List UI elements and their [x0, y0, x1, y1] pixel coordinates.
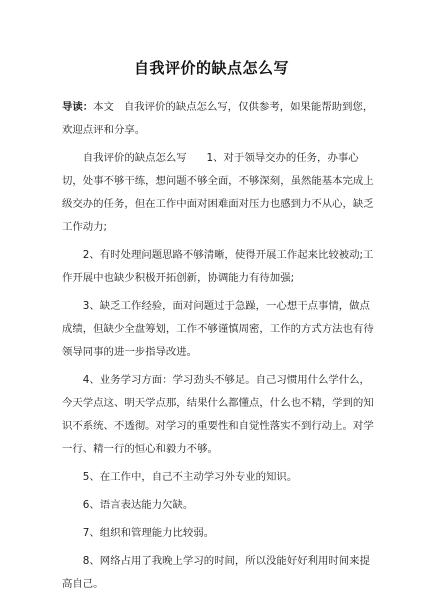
first-paragraph	[62, 147, 378, 239]
first-paragraph-text: 1、对于领导交办的任务，办事心切，处事不够干练，想问题不够全面，不够深刻，虽然能基本完成上级交办的任务，但在工作中面对困难面对压力也感到力不从心，缺乏工作动力;	[62, 152, 374, 233]
paragraph-2: 2、有时处理问题思路不够清晰，使得开展工作起来比较被动;工作开展中也缺少积极开拓创新，协调能力有待加强;	[62, 249, 374, 284]
intro-text: 本文 自我评价的缺点怎么写，仅供参考，如果能帮助到您，欢迎点评和分享。	[62, 101, 374, 136]
paragraph-5: 5、在工作中，自己不主动学习外专业的知识。	[82, 471, 298, 483]
document-body	[62, 96, 378, 601]
paragraph-6: 6、语言表达能力欠缺。	[82, 499, 194, 511]
paragraph-3: 3、缺乏工作经验，面对问题过于急躁，一心想干点事情，做点成绩，但缺少全盘筹划，工作不够谨慎周密，工作的方式方法也有待领导同事的进一步指导改进。	[62, 300, 374, 358]
paragraph-4: 4、业务学习方面：学习劲头不够足。自己习惯用什么学什么，今天学点这、明天学点那，结果什么都懂点，什么也不精，学到的知识不系统、不透彻。对学习的重要性和自觉性落实不到行动上。对学一行、精一行的恒心和毅力不够。	[62, 374, 374, 455]
intro-label: 导读：	[62, 101, 94, 113]
page-title: 自我评价的缺点怎么写	[133, 59, 289, 77]
first-paragraph-heading: 自我评价的缺点怎么写	[82, 152, 207, 164]
paragraph-8: 8、网络占用了我晚上学习的时间，所以没能好好利用时间来提高自己。	[62, 555, 370, 590]
paragraph-7: 7、组织和管理能力比较弱。	[82, 527, 215, 539]
intro-paragraph	[62, 96, 378, 142]
